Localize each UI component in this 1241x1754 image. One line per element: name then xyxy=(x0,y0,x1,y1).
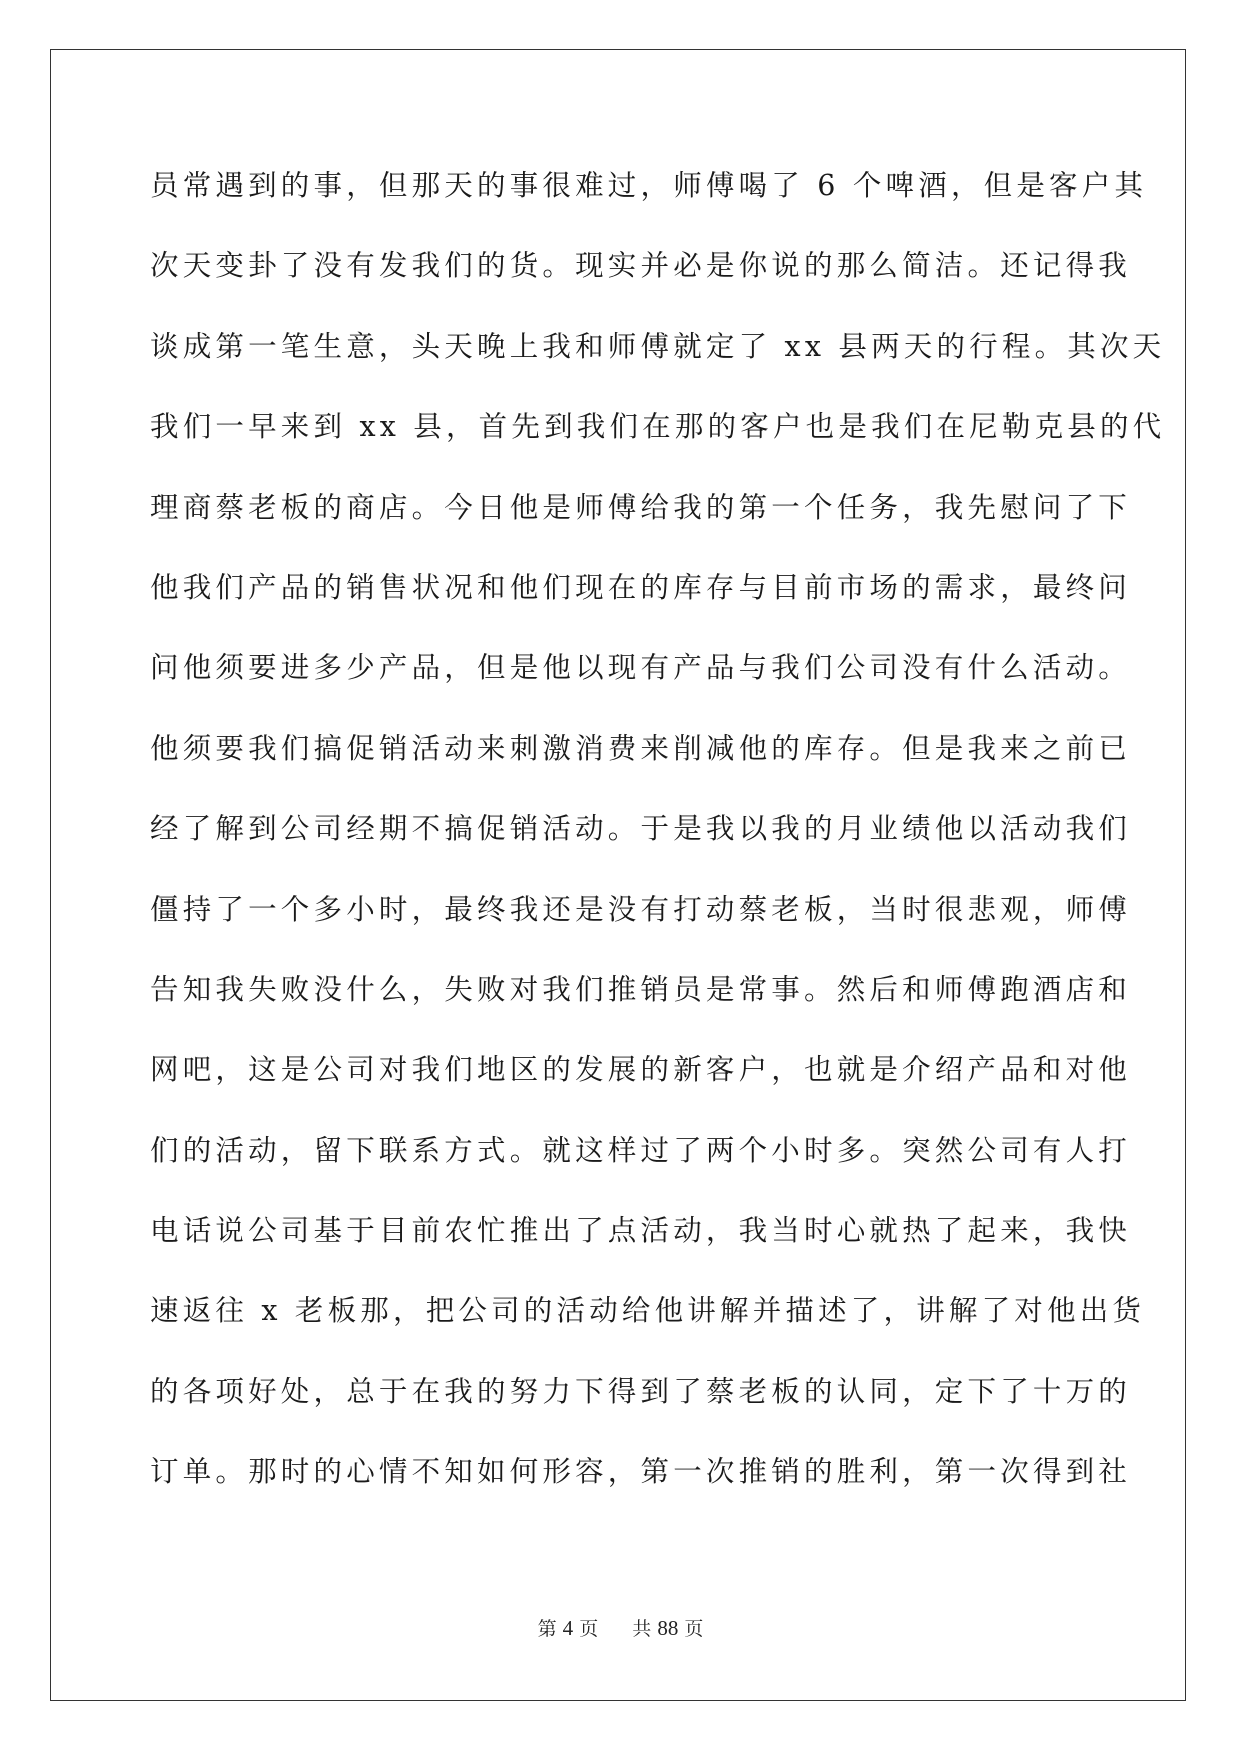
text-line: 员常遇到的事，但那天的事很难过，师傅喝了 6 个啤酒，但是客户其 xyxy=(150,169,1148,202)
text-line: 问他须要进多少产品，但是他以现有产品与我们公司没有什么活动。 xyxy=(150,651,1132,685)
text-line: 谈成第一笔生意，头天晚上我和师傅就定了 xx 县两天的行程。其次天 xyxy=(150,329,1166,363)
page-footer xyxy=(0,1614,1241,1641)
body-text xyxy=(150,158,1166,1525)
page-suffix: 页 xyxy=(579,1618,599,1640)
total-suffix: 页 xyxy=(684,1618,704,1640)
text-line: 们的活动，留下联系方式。就这样过了两个小时多。突然公司有人打 xyxy=(150,1133,1132,1167)
text-line: 速返往 x 老板那，把公司的活动给他讲解并描述了，讲解了对他出货 xyxy=(150,1294,1146,1328)
text-line: 的各项好处，总于在我的努力下得到了蔡老板的认同，定下了十万的 xyxy=(150,1374,1132,1408)
text-line: 次天变卦了没有发我们的货。现实并必是你说的那么简洁。还记得我 xyxy=(150,249,1132,283)
text-line: 电话说公司基于目前农忙推出了点活动，我当时心就热了起来，我快 xyxy=(150,1214,1132,1248)
text-line: 网吧，这是公司对我们地区的发展的新客户，也就是介绍产品和对他 xyxy=(150,1053,1132,1087)
total-pages-number: 88 xyxy=(657,1616,679,1640)
text-line: 他我们产品的销售状况和他们现在的库存与目前市场的需求，最终问 xyxy=(150,570,1132,604)
current-page-number: 4 xyxy=(562,1616,574,1640)
text-line: 我们一早来到 xx 县，首先到我们在那的客户也是我们在尼勒克县的代 xyxy=(150,410,1166,444)
text-line: 理商蔡老板的商店。今日他是师傅给我的第一个任务，我先慰问了下 xyxy=(150,490,1132,524)
text-line: 僵持了一个多小时，最终我还是没有打动蔡老板，当时很悲观，师傅 xyxy=(150,892,1132,926)
text-line: 他须要我们搞促销活动来刺激消费来削减他的库存。但是我来之前已 xyxy=(150,731,1132,765)
page-prefix: 第 xyxy=(537,1618,557,1640)
text-line: 订单。那时的心情不知如何形容，第一次推销的胜利，第一次得到社 xyxy=(150,1455,1132,1489)
total-prefix: 共 xyxy=(632,1618,652,1640)
text-line: 告知我失败没什么，失败对我们推销员是常事。然后和师傅跑酒店和 xyxy=(150,972,1132,1006)
text-line: 经了解到公司经期不搞促销活动。于是我以我的月业绩他以活动我们 xyxy=(150,812,1132,846)
